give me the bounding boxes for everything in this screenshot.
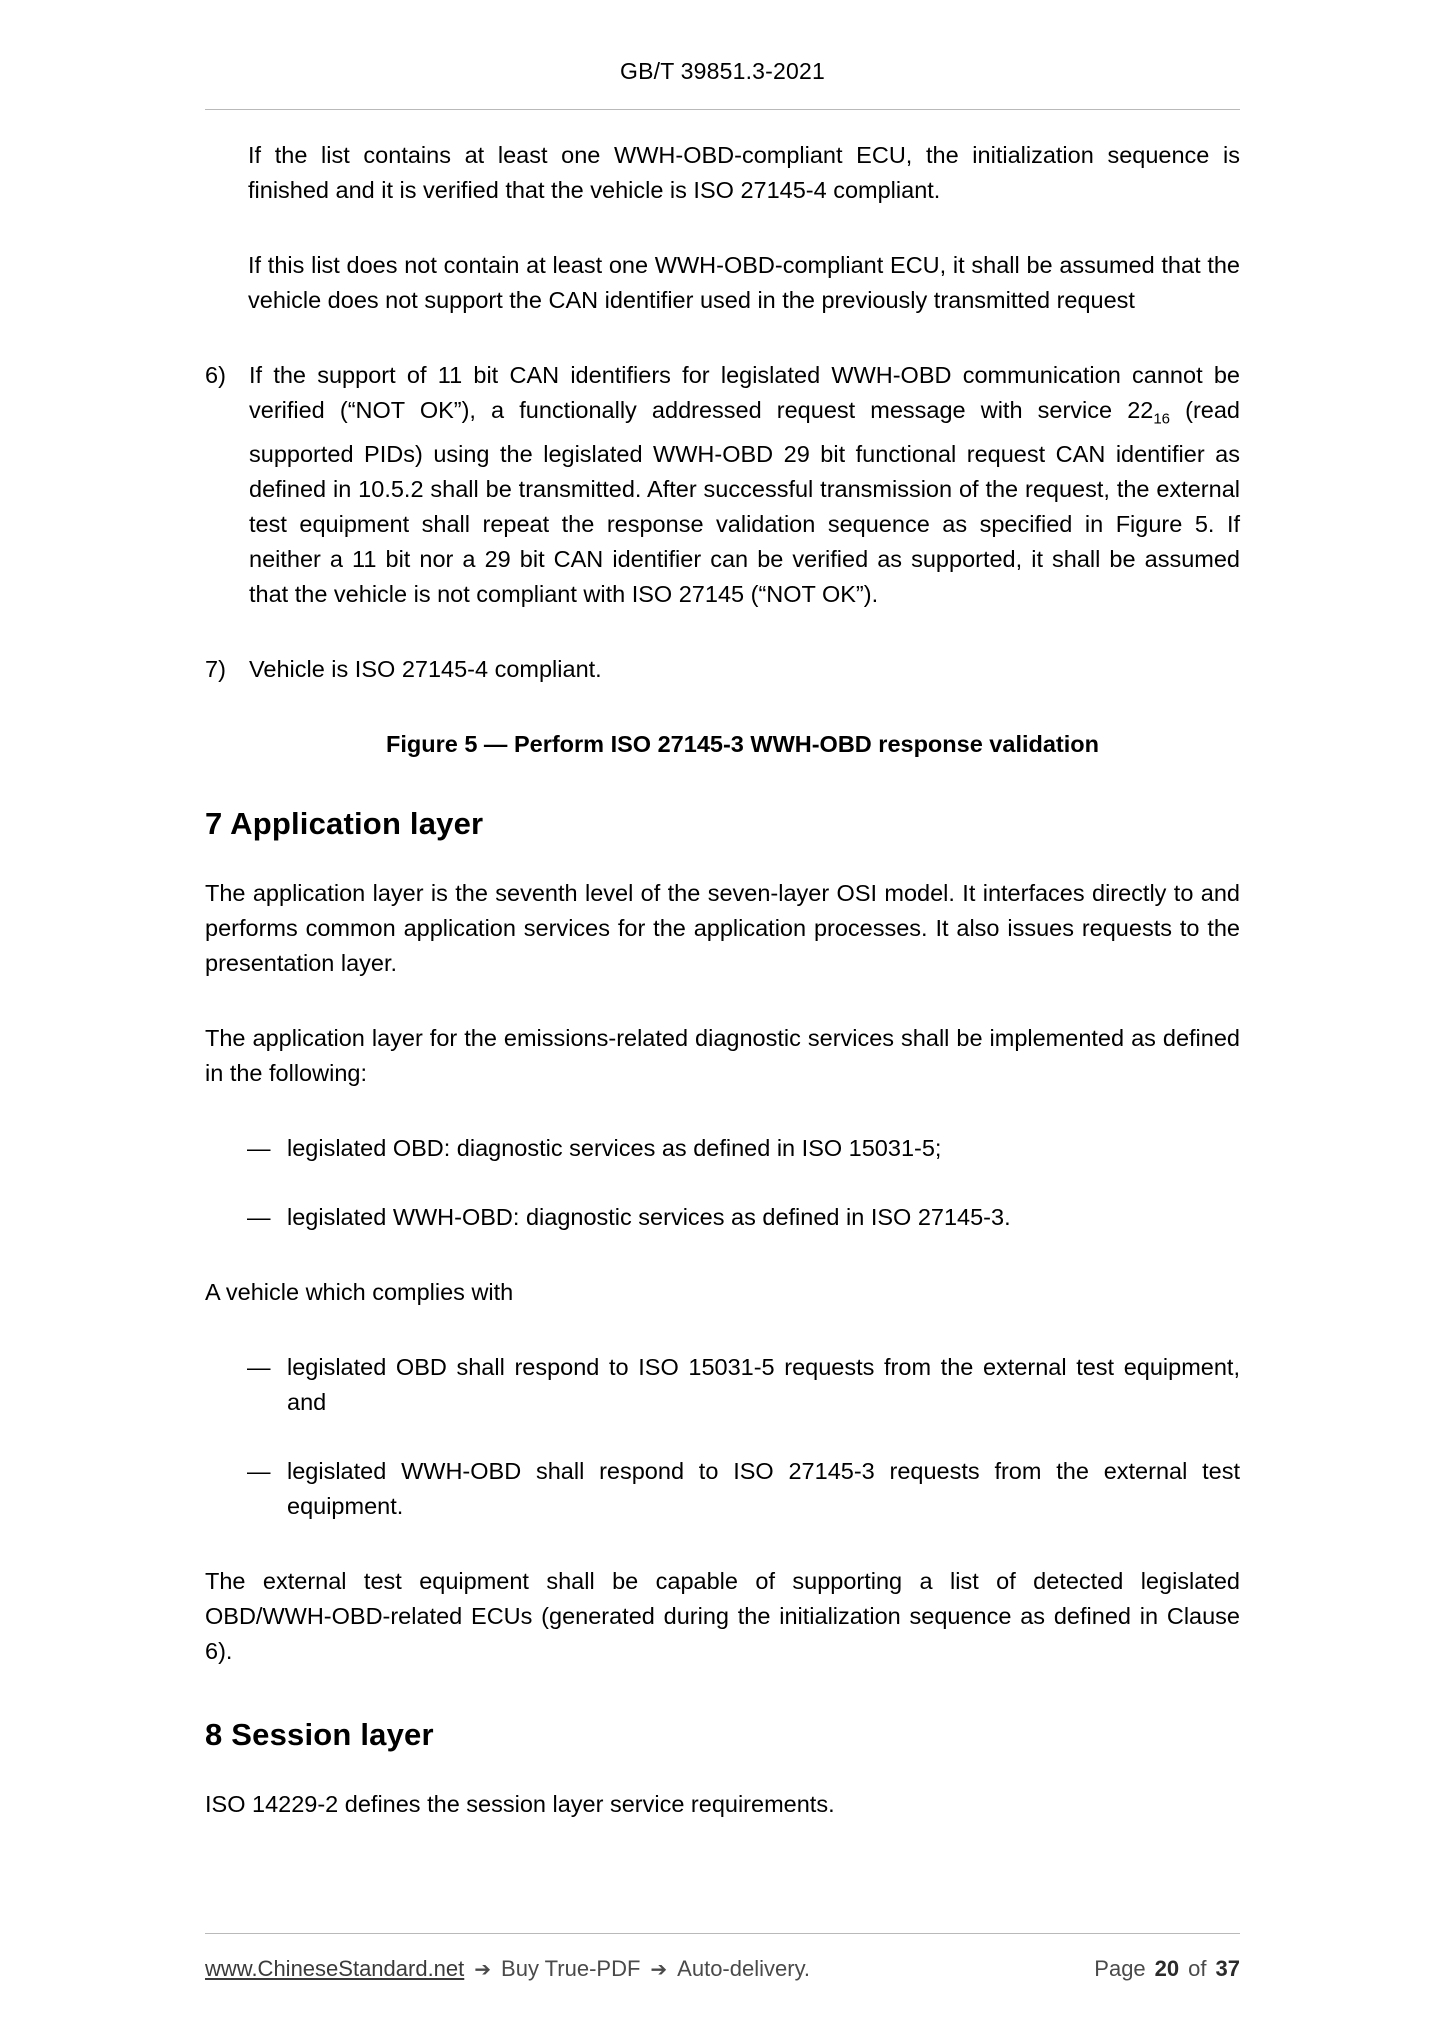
list-item-7-marker: 7) <box>205 655 226 682</box>
dash-item-1 <box>205 1131 1240 1166</box>
footer-divider <box>205 1933 1240 1934</box>
figure-caption: Figure 5 — Perform ISO 27145-3 WWH-OBD response validation <box>386 730 1099 757</box>
footer-of-label: of <box>1188 1956 1207 1981</box>
dash-marker-icon: — <box>247 1457 271 1484</box>
paragraph-7: ISO 14229-2 defines the session layer service requirements. <box>205 1790 835 1817</box>
dash-marker-icon: — <box>247 1203 271 1230</box>
heading-clause-7: 7 Application layer <box>205 805 484 841</box>
paragraph-1: If the list contains at least one WWH-OBD-compliant ECU, the initialization sequence is finished and it is verified that the vehicle is ISO 27145-4 compliant. <box>248 142 1240 203</box>
footer-delivery-label: Auto-delivery. <box>677 1956 811 1981</box>
footer-buy-label: Buy True-PDF <box>501 1956 641 1981</box>
list-item-6 <box>205 358 1240 612</box>
dash-item-2-text: legislated WWH-OBD: diagnostic services as defined in ISO 27145-3. <box>287 1203 1011 1230</box>
paragraph-5: A vehicle which complies with <box>205 1278 514 1305</box>
heading-clause-8: 8 Session layer <box>205 1716 434 1752</box>
standard-number: GB/T 39851.3-2021 <box>619 58 825 84</box>
dash-item-4-text: legislated WWH-OBD shall respond to ISO 27145-3 requests from the external test equipment. <box>287 1457 1240 1519</box>
dash-item-3 <box>205 1350 1240 1420</box>
footer-page-total: 37 <box>1215 1956 1240 1981</box>
footer-page-label: Page <box>1094 1956 1146 1981</box>
dash-item-1-text: legislated OBD: diagnostic services as defined in ISO 15031-5; <box>287 1134 942 1161</box>
arrow-right-icon: ➔ <box>474 1959 492 1981</box>
dash-item-3-text: legislated OBD shall respond to ISO 15031-5 requests from the external test equipment, and <box>287 1353 1240 1415</box>
list-item-6-text-b: (read supported PIDs) using the legislated WWH-OBD 29 bit functional request CAN identifier as defined in 10.5.2 shall be transmitted. After successful transmission of the request, the external test equipment shall repeat the response validation sequence as specified in Figure 5. If neither a 11 bit nor a 29 bit CAN identifier can be verified as supported, it shall be assumed that the vehicle is not compliant with ISO 27145 (“NOT OK”). <box>249 397 1241 607</box>
paragraph-4: The application layer for the emissions-related diagnostic services shall be implemented as defined in the following: <box>205 1024 1240 1086</box>
paragraph-6: The external test equipment shall be capable of supporting a list of detected legislated OBD/WWH‑OBD‑related ECUs (generated during the initialization sequence as defined in Clause 6). <box>205 1567 1240 1664</box>
dash-item-4 <box>205 1454 1240 1524</box>
paragraph-3: The application layer is the seventh level of the seven-layer OSI model. It interfaces directly to and performs common application services for the application processes. It also issues requests to the presentation layer. <box>205 879 1240 976</box>
dash-marker-icon: — <box>247 1134 271 1161</box>
subscript-16: 16 <box>1153 410 1171 428</box>
page-footer <box>205 1933 1240 1982</box>
footer-site-link[interactable]: www.ChineseStandard.net <box>205 1956 465 1981</box>
page-content <box>0 138 1445 1822</box>
paragraph-2: If this list does not contain at least one WWH-OBD-compliant ECU, it shall be assumed that the vehicle does not support the CAN identifier used in the previously transmitted request <box>248 252 1240 313</box>
header-divider <box>205 109 1240 110</box>
dash-marker-icon: — <box>247 1353 271 1380</box>
list-item-6-marker: 6) <box>205 362 226 388</box>
arrow-right-icon: ➔ <box>650 1959 668 1981</box>
list-item-6-text-a: If the support of 11 bit CAN identifiers for legislated WWH-OBD communication cannot be verified (“NOT OK”), a functionally addressed request message with service 22 <box>249 362 1240 423</box>
list-item-7 <box>205 652 1240 687</box>
footer-page-number: 20 <box>1154 1956 1180 1981</box>
page-header <box>0 0 1445 110</box>
list-item-7-text: Vehicle is ISO 27145-4 compliant. <box>249 655 602 682</box>
dash-item-2 <box>205 1200 1240 1235</box>
